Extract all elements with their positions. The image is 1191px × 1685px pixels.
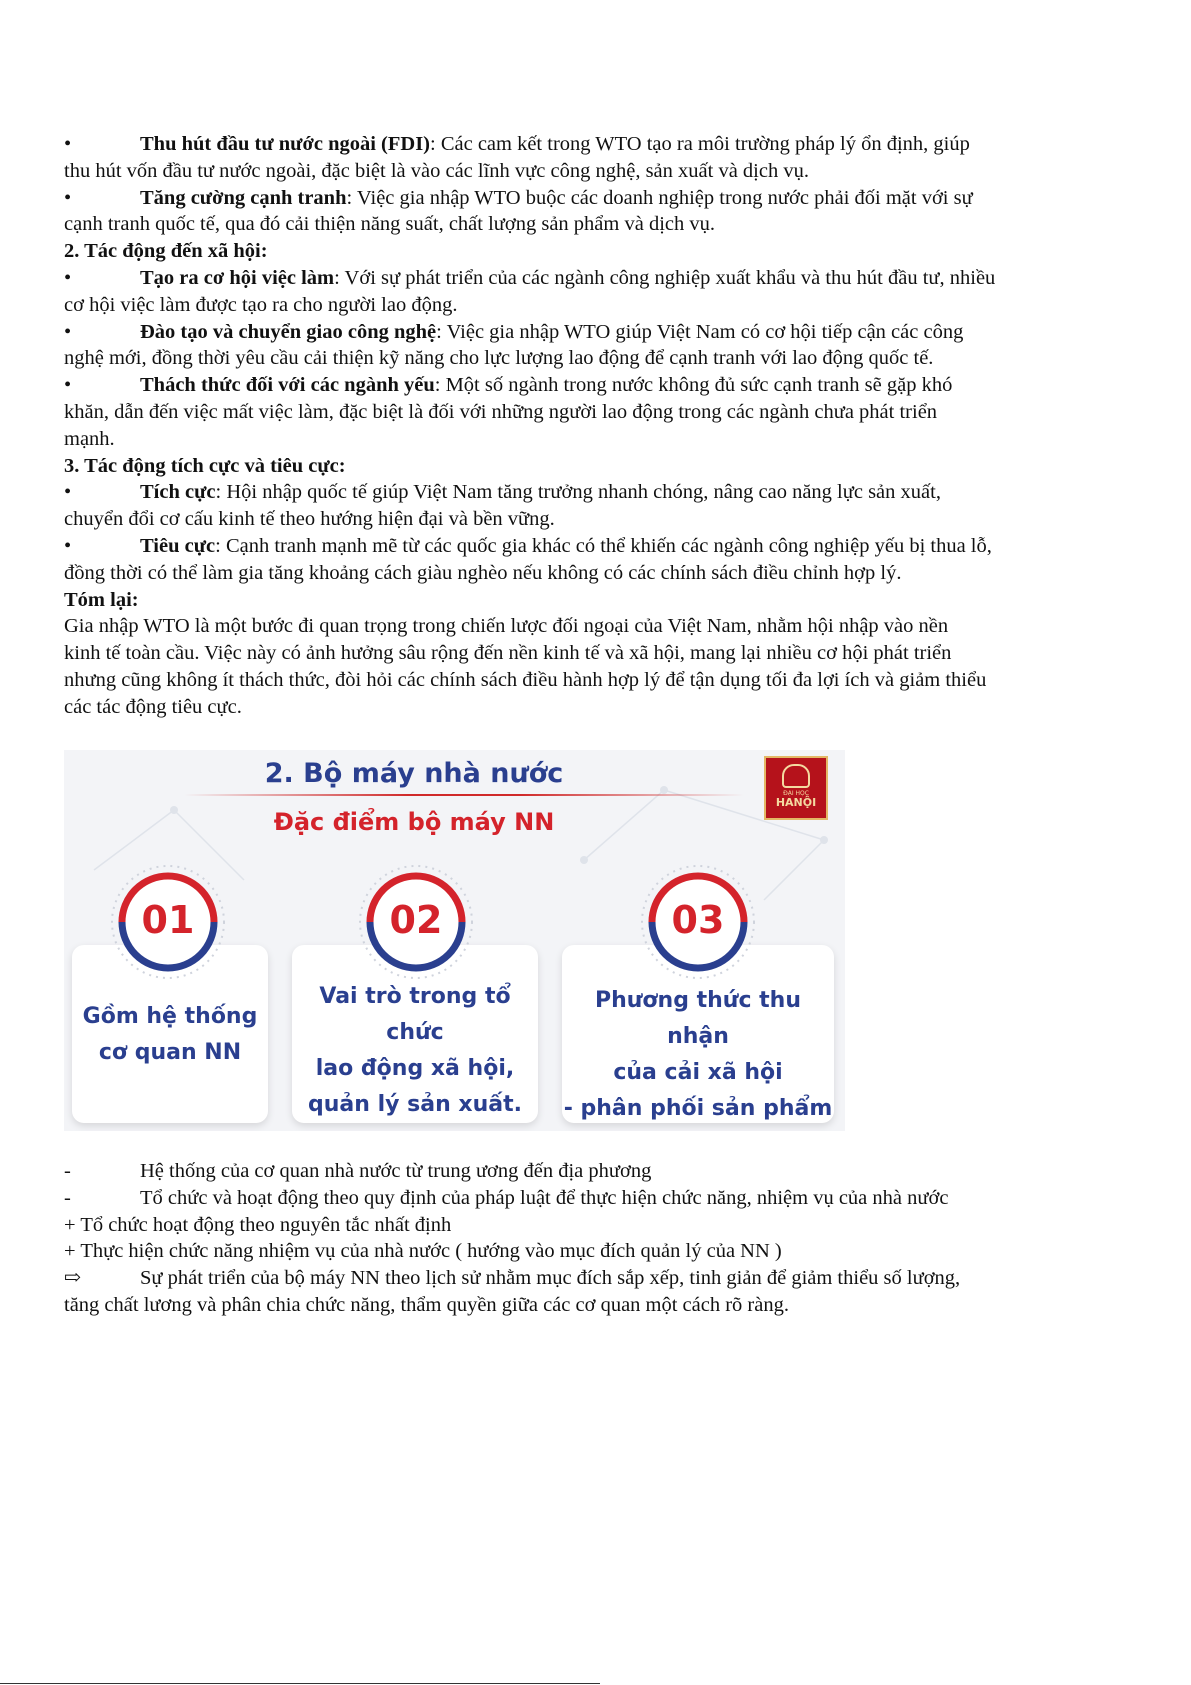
bullet-fdi-text-2: thu hút vốn đầu tư nước ngoài, đặc biệt là vào các lĩnh vực công nghệ, sản xuất và dịch vụ. — [64, 159, 809, 182]
dash-item — [64, 1185, 1124, 1212]
bullet-negative — [64, 533, 1124, 587]
bullet-fdi — [64, 131, 1124, 185]
bullet-marker: • — [64, 266, 72, 289]
bullet-competition — [64, 185, 1124, 239]
bullet-marker: • — [64, 133, 72, 155]
bullet-challenges-title: Thách thức đối với các ngành yếu — [140, 374, 435, 397]
hanoi-university-logo — [764, 756, 828, 820]
badge-number: 01 — [141, 898, 195, 942]
figure-title-divider — [184, 794, 744, 796]
plus-item: + Thực hiện chức năng nhiệm vụ của nhà nước ( hướng vào mục đích quản lý của NN ) — [64, 1240, 782, 1263]
card-3-text — [562, 983, 834, 1127]
bullet-training — [64, 319, 1124, 373]
badge-number: 02 — [389, 898, 443, 942]
bullet-marker: • — [64, 320, 72, 343]
card-line: quản lý sản xuất. — [308, 1092, 522, 1117]
bullet-jobs-text: : Với sự phát triển của các ngành công nghiệp xuất khẩu và thu hút đầu tư, nhiều — [334, 266, 996, 289]
footer-divider — [0, 1683, 600, 1684]
bullet-training-text: : Việc gia nhập WTO giúp Việt Nam có cơ hội tiếp cận các công — [436, 320, 964, 343]
card-line: lao động xã hội, — [315, 1056, 515, 1081]
bullet-challenges-text-2: khăn, dẫn đến việc mất việc làm, đặc biệt là đối với những người lao động trong các ngành chưa phát triển — [64, 400, 938, 423]
dash-marker: - — [64, 1160, 71, 1182]
dash-item — [64, 1158, 1124, 1185]
arrow-item — [64, 1265, 1124, 1319]
card-1-text — [72, 999, 268, 1071]
bullet-negative-title: Tiêu cực — [140, 534, 216, 557]
figure-title: 2. Bộ máy nhà nước — [264, 758, 564, 789]
logo-text-bottom: HANỘI — [775, 796, 817, 809]
card-line: cơ quan NN — [98, 1040, 242, 1065]
document-body — [64, 131, 1124, 721]
crest-icon — [782, 764, 810, 788]
summary-line: nhưng cũng không ít thách thức, đòi hỏi các chính sách điều hành hợp lý để tận dụng tối đa lợi ích và giảm thiểu — [64, 668, 987, 691]
dash-marker: - — [64, 1186, 71, 1209]
bullet-jobs-title: Tạo ra cơ hội việc làm — [140, 266, 335, 289]
bullet-competition-text: : Việc gia nhập WTO buộc các doanh nghiệp trong nước phải đối mặt với sự — [346, 186, 973, 209]
bullet-marker: • — [64, 534, 72, 557]
summary-heading: Tóm lại: — [64, 588, 139, 611]
summary-line: các tác động tiêu cực. — [64, 695, 242, 718]
arrow-item-text-2: tăng chất lương và phân chia chức năng, thẩm quyền giữa các cơ quan một cách rõ ràng. — [64, 1293, 789, 1316]
bullet-marker: • — [64, 481, 72, 504]
apparatus-notes — [64, 1158, 1124, 1319]
card-line: - phân phối sản phẩm — [563, 1096, 833, 1121]
plus-item: + Tổ chức hoạt động theo nguyên tắc nhất định — [64, 1213, 452, 1236]
bullet-training-text-2: nghệ mới, đồng thời yêu cầu cải thiện kỹ năng cho lực lượng lao động để cạnh tranh với lao động quốc tế. — [64, 347, 934, 370]
bullet-marker: • — [64, 374, 72, 397]
number-badge-1 — [108, 862, 228, 982]
state-apparatus-figure — [64, 750, 845, 1131]
card-line: Gồm hệ thống — [82, 1004, 258, 1029]
summary-line: kinh tế toàn cầu. Việc này có ảnh hưởng sâu rộng đến nền kinh tế và xã hội, mang lại nhiều cơ hội phát triển — [64, 642, 952, 665]
arrow-icon: ⇨ — [64, 1267, 82, 1290]
bullet-fdi-text: : Các cam kết trong WTO tạo ra môi trường pháp lý ổn định, giúp — [430, 133, 970, 155]
number-badge-3 — [638, 862, 758, 982]
arrow-item-text: Sự phát triển của bộ máy NN theo lịch sử nhằm mục đích sắp xếp, tinh giản để giảm thiểu số lượng, — [140, 1267, 961, 1290]
summary-line: Gia nhập WTO là một bước đi quan trọng trong chiến lược đối ngoại của Việt Nam, nhằm hội nhập vào nền — [64, 615, 949, 638]
badge-number: 03 — [671, 898, 725, 942]
figure-subtitle: Đặc điểm bộ máy NN — [273, 808, 555, 836]
bullet-jobs-text-2: cơ hội việc làm được tạo ra cho người lao động. — [64, 293, 458, 316]
bullet-negative-text-2: đồng thời có thể làm gia tăng khoảng cách giàu nghèo nếu không có các chính sách điều chỉnh hợp lý. — [64, 561, 902, 584]
logo-text-top: ĐẠI HỌC — [783, 790, 809, 797]
bullet-competition-text-2: cạnh tranh quốc tế, qua đó cải thiện năng suất, chất lượng sản phẩm và dịch vụ. — [64, 213, 715, 236]
bullet-training-title: Đào tạo và chuyển giao công nghệ — [140, 320, 437, 343]
bullet-fdi-title: Thu hút đầu tư nước ngoài (FDI) — [140, 133, 430, 155]
bullet-challenges-text-3: mạnh. — [64, 427, 115, 450]
heading-social-impact: 2. Tác động đến xã hội: — [64, 240, 268, 263]
card-line: của cải xã hội — [613, 1060, 783, 1085]
summary-paragraph — [64, 613, 1124, 720]
bullet-competition-title: Tăng cường cạnh tranh — [140, 186, 347, 209]
bullet-positive-text-2: chuyển đổi cơ cấu kinh tế theo hướng hiện đại và bền vững. — [64, 508, 555, 531]
bullet-negative-text: : Cạnh tranh mạnh mẽ từ các quốc gia khác có thể khiến các ngành công nghiệp yếu bị thua lỗ, — [215, 534, 992, 557]
heading-impacts: 3. Tác động tích cực và tiêu cực: — [64, 454, 346, 477]
bullet-positive-text: : Hội nhập quốc tế giúp Việt Nam tăng trưởng nhanh chóng, nâng cao năng lực sản xuất, — [215, 481, 941, 504]
bullet-jobs — [64, 265, 1124, 319]
bullet-marker: • — [64, 186, 72, 209]
bullet-positive — [64, 479, 1124, 533]
bullet-challenges — [64, 372, 1124, 452]
number-badge-2 — [356, 862, 476, 982]
card-line: Vai trò trong tổ chức — [319, 984, 511, 1045]
bullet-positive-title: Tích cực — [140, 481, 216, 504]
card-2-text — [292, 979, 538, 1123]
card-line: Phương thức thu nhận — [594, 988, 801, 1049]
dash-item-text: Tổ chức và hoạt động theo quy định của pháp luật để thực hiện chức năng, nhiệm vụ của nhà nước — [140, 1186, 949, 1209]
dash-item-text: Hệ thống của cơ quan nhà nước từ trung ương đến địa phương — [140, 1160, 652, 1182]
bullet-challenges-text: : Một số ngành trong nước không đủ sức cạnh tranh sẽ gặp khó — [434, 374, 953, 397]
